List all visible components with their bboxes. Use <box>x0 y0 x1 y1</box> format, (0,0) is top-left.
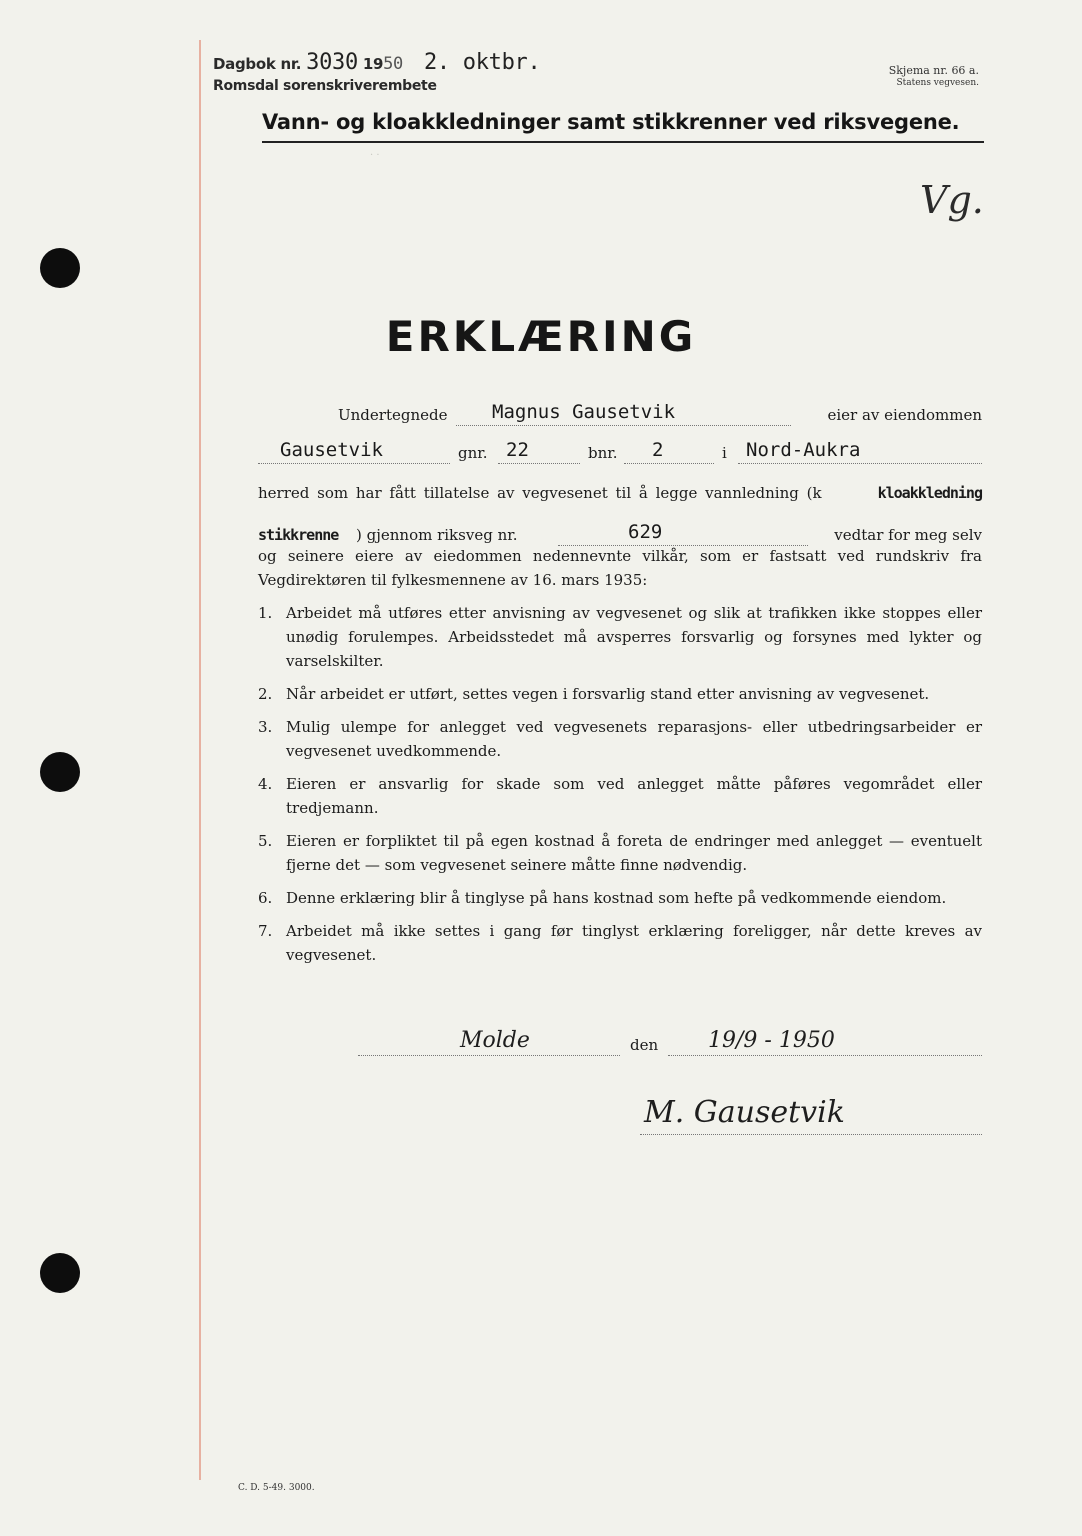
property-field <box>258 441 450 464</box>
condition-item <box>258 919 982 967</box>
intro-paragraph: og seinere eiere av eiedommen nedennevnte vilkår, som er fastsatt ved rundskriv fra Vegdirektøren til fylkesmennene av 16. mars 1935: <box>258 547 982 589</box>
bnr-label: bnr. <box>588 444 618 462</box>
dagbok-date: 2. oktbr. <box>423 50 541 75</box>
municipality-field <box>738 441 982 464</box>
condition-text: Når arbeidet er utført, settes vegen i forsvarlig stand etter anvisning av vegvesenet. <box>286 685 930 703</box>
undersigned-field <box>456 403 791 426</box>
condition-item <box>258 715 982 763</box>
condition-item <box>258 829 982 877</box>
punch-hole-bottom <box>40 1253 80 1293</box>
gnr-value: 22 <box>506 439 529 461</box>
dagbok-stamp <box>213 50 540 75</box>
property-line <box>258 440 982 464</box>
place: Molde <box>460 1028 530 1053</box>
bnr-field <box>624 441 714 464</box>
gnr-field <box>498 441 580 464</box>
undersigned-name: Magnus Gausetvik <box>492 401 676 423</box>
condition-item <box>258 682 982 706</box>
condition-text: Eieren er forpliktet til på egen kostnad å foreta de endringer med anlegget — eventuelt fjerne det — som vegvesenet seinere måtte finne nødvendig. <box>286 832 982 874</box>
sign-date-field <box>668 1028 982 1056</box>
permit-text: herred som har fått tillatelse av vegvesenet til å legge vannledning (k <box>258 484 822 502</box>
condition-item <box>258 772 982 820</box>
office-stamp: Romsdal sorenskriverembete <box>213 78 437 94</box>
condition-text: Eieren er ansvarlig for skade som ved anlegget måtte påføres vegområdet eller tredjemann. <box>286 775 982 817</box>
punch-hole-middle <box>40 752 80 792</box>
den-label: den <box>630 1036 659 1054</box>
condition-item <box>258 886 982 910</box>
condition-text: Arbeidet må ikke settes i gang før tinglyst erklæring foreligger, når dette kreves av vegvesenet. <box>286 922 982 964</box>
schema-reference <box>889 64 979 90</box>
condition-text: Denne erklæring blir å tinglyse på hans kostnad som hefte på vedkommende eiendom. <box>286 889 947 907</box>
schema-number: Skjema nr. 66 a. <box>888 64 979 77</box>
place-field <box>358 1028 620 1056</box>
conditions-list <box>258 601 982 976</box>
owner-text: eier av eiendommen <box>827 406 982 424</box>
condition-number: 1. <box>258 604 273 622</box>
condition-number: 5. <box>258 832 273 850</box>
struck-stikkrenne: stikkrenne <box>258 526 339 544</box>
road-number: 629 <box>628 521 663 543</box>
form-title: Vann- og kloakkledninger samt stikkrenner ved riksvegene. <box>262 110 960 134</box>
road-line <box>258 522 982 546</box>
i-label: i <box>722 444 727 462</box>
condition-item <box>258 601 982 673</box>
vedtar-text: vedtar for meg selv <box>834 526 982 544</box>
punch-hole-top <box>40 248 80 288</box>
struck-kloakkledning: kloakkledning <box>877 484 982 502</box>
place-date-line <box>358 1028 982 1056</box>
property-name: Gausetvik <box>280 439 383 461</box>
year-prefix: 19 <box>362 55 384 73</box>
road-number-field <box>558 523 808 546</box>
print-code: C. D. 5-49. 3000. <box>238 1483 315 1493</box>
year-suffix: 50 <box>383 54 403 74</box>
condition-number: 4. <box>258 775 273 793</box>
condition-number: 3. <box>258 718 273 736</box>
condition-text: Mulig ulempe for anlegget ved vegvesenets reparasjons- eller utbedringsarbeider er vegvesenet uvedkommende. <box>286 718 982 760</box>
signature-field <box>640 1096 982 1135</box>
condition-number: 2. <box>258 685 273 703</box>
undersigned-label: Undertegnede <box>338 406 448 424</box>
signature: M. Gausetvik <box>644 1095 845 1130</box>
dagbok-label: Dagbok nr. <box>213 55 302 73</box>
bnr-value: 2 <box>652 439 664 461</box>
condition-number: 7. <box>258 922 273 940</box>
gnr-label: gnr. <box>458 444 488 462</box>
undersigned-line <box>258 402 982 426</box>
document-heading: ERKLÆRING <box>385 312 697 361</box>
schema-issuer: Statens vegvesen. <box>896 78 979 89</box>
faded-mark: · · <box>370 150 380 161</box>
dagbok-number: 3030 <box>306 50 358 75</box>
road-text: ) gjennom riksveg nr. <box>356 526 518 544</box>
title-underline <box>262 141 984 143</box>
condition-text: Arbeidet må utføres etter anvisning av vegvesenet og slik at trafikken ikke stoppes eller unødig forulempes. Arbeidsstedet må avsperres forsvarlig og forsynes med lykter og varselskilter. <box>286 604 982 670</box>
permit-line <box>258 480 982 504</box>
condition-number: 6. <box>258 889 273 907</box>
municipality: Nord-Aukra <box>746 439 861 461</box>
handwritten-initials: Vg. <box>920 178 984 222</box>
margin-rule <box>199 40 201 1480</box>
sign-date: 19/9 - 1950 <box>708 1028 835 1053</box>
